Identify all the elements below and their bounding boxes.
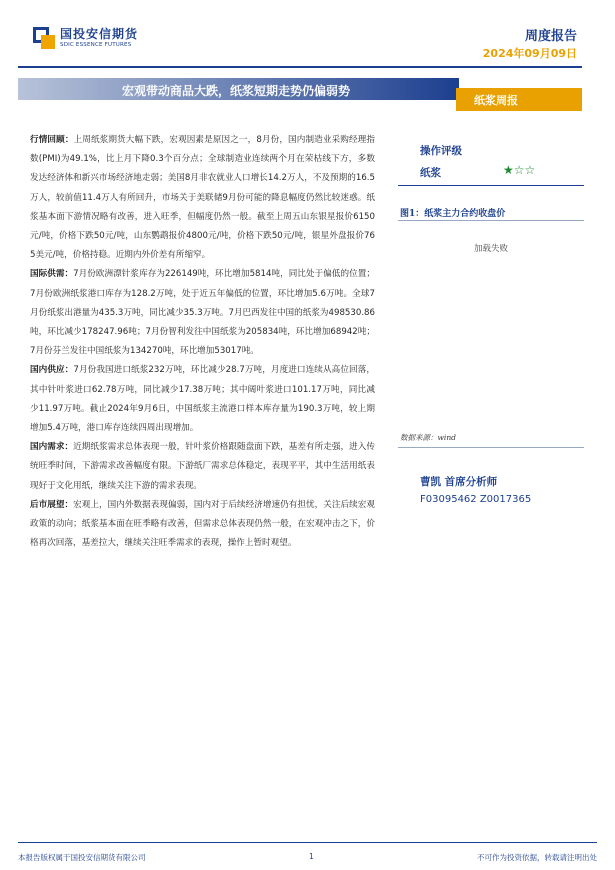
paragraph-intl-supply-demand: [30, 265, 375, 361]
rating-item: 纸浆: [420, 167, 441, 179]
rating-label: 操作评级: [420, 145, 462, 157]
logo-name-en: SDIC ESSENCE FUTURES: [60, 42, 132, 48]
figure-title: 图1：纸浆主力合约收盘价: [400, 209, 506, 219]
category-label: 纸浆周报: [474, 94, 518, 107]
header-divider: [18, 66, 582, 68]
footer-copyright: 本报告版权属于国投安信期货有限公司: [18, 853, 146, 862]
paragraph-label: 行情回顾：: [30, 135, 74, 145]
data-source: 数据来源：wind: [400, 433, 456, 442]
page-number: 1: [309, 852, 314, 861]
paragraph-market-review: [30, 131, 375, 265]
rating-star-icon: ★☆☆: [503, 163, 536, 177]
company-logo: [33, 27, 138, 49]
report-type: 周度报告: [524, 29, 577, 44]
source-divider: [398, 447, 584, 448]
footer-disclaimer: 不可作为投资依据，转载请注明出处: [477, 853, 597, 862]
paragraph-label: 国内需求：: [30, 442, 74, 453]
paragraph-text: 近期纸浆需求总体表现一般，针叶浆价格跟随盘面下跌，基差有所走强，进入传统旺季时间，下游需求改善幅度有限。下游纸厂需求总体稳定，表现平平，其中生活用纸表现好于文化用纸，继续关注下游的需求表现。: [30, 442, 375, 491]
paragraph-text: 7月份我国进口纸浆232万吨，环比减少28.7万吨，月度进口连续从高位回落，其中针叶浆进口62.78万吨，同比减少17.38万吨；其中阔叶浆进口101.17万吨，同比减少11.97万吨。截止2024年9月6日，中国纸浆主流港口样本库存量为190.3万吨，较上期增加5.4万吨，港口库存连续四周出现增加。: [30, 365, 375, 434]
category-tag: [456, 88, 582, 111]
main-content: [30, 131, 375, 553]
analyst-license-ids: F03095462 Z0017365: [420, 494, 532, 505]
paragraph-text: 7月份欧洲漂针浆库存为226149吨，环比增加5814吨，同比处于偏低的位置；7月份欧洲纸浆港口库存为128.2万吨，处于近五年偏低的位置，环比增加5.6万吨。全球7月份纸浆出港量为435.3万吨，同比减少35.3万吨。7月巴西发往中国的纸浆为498530.86吨，环比减少178247.96吨；7月份智利发往中国纸浆为205834吨，环比增加68942吨；7月份芬兰发往中国纸浆为134270吨，环比增加53017吨。: [30, 269, 375, 357]
rating-divider: [398, 185, 584, 186]
paragraph-outlook: [30, 496, 375, 554]
paragraph-text: 宏观上，国内外数据表现偏弱，国内对于后续经济增速仍有担忧，关注后续宏观政策的动向；纸浆基本面在旺季略有改善，但需求总体表现仍然一般，在宏观冲击之下，价格再次回落，基差拉大，继续关注旺季需求的表现，操作上暂时观望。: [30, 499, 375, 549]
paragraph-domestic-supply: [30, 361, 375, 438]
figure-load-failed: 加载失败: [474, 244, 509, 254]
report-title: 宏观带动商品大跌，纸浆短期走势仍偏弱势: [122, 84, 351, 98]
paragraph-label: 国际供需：: [30, 269, 74, 280]
report-date: 2024年09月09日: [482, 47, 577, 60]
figure-divider: [398, 220, 584, 221]
paragraph-label: 国内供应：: [30, 365, 74, 376]
analyst-name: 曹凯 首席分析师: [420, 476, 498, 488]
paragraph-domestic-demand: [30, 438, 375, 496]
paragraph-label: 后市展望：: [30, 499, 74, 510]
footer-divider: [18, 842, 597, 843]
title-bar: [18, 78, 459, 100]
paragraph-text: 上周纸浆期货大幅下跌，宏观因素是原因之一，8月份，国内制造业采购经理指数(PMI)为49.1%，比上月下降0.3个百分点；全球制造业连续两个月在荣枯线下方，多数发达经济体和新兴市场经济地走弱；美国8月非农就业人口增长14.2万人，不及预期的16.5万人，较前值11.4万人有所回升，市场关于美联储9月份可能的降息幅度仍然比较迷惑。纸浆基本面下游情况略有改善，进入旺季，但幅度仍然一般。截至上周五山东银星报价6150元/吨，价格下跌50元/吨，山东鹦鹉报价4800元/吨，价格下跌50元/吨，银星外盘报价765美元/吨，价格持稳。近期内外价差有所缩窄。: [30, 135, 375, 261]
logo-mark-icon: [33, 27, 55, 49]
logo-name-cn: 国投安信期货: [60, 27, 139, 41]
